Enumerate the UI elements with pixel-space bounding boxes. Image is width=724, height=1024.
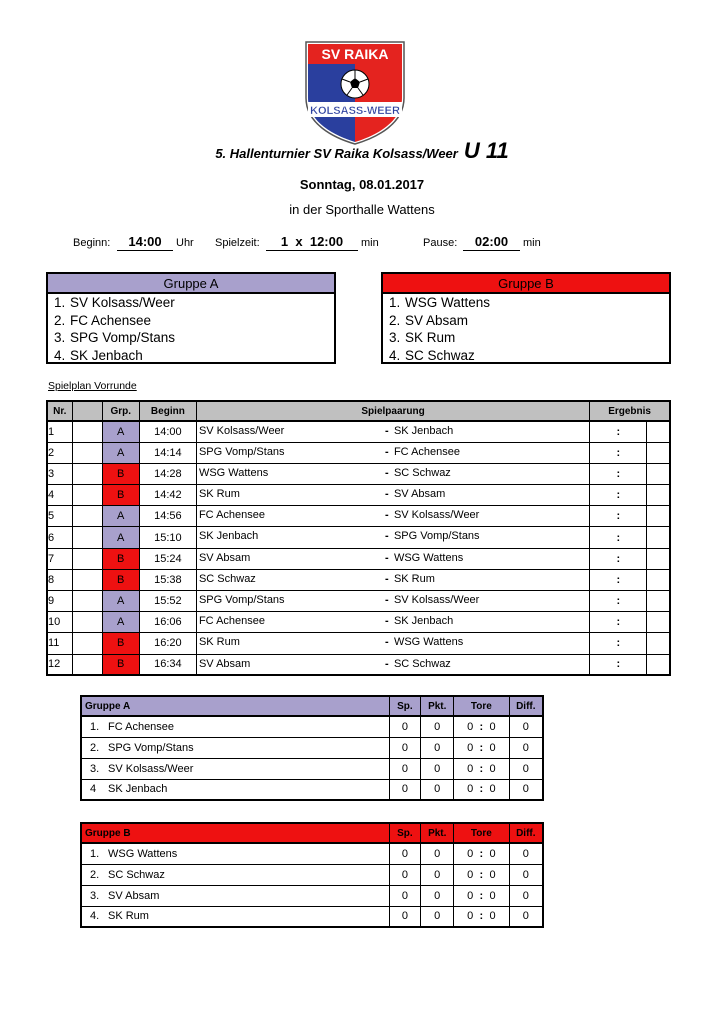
home-team: SPG Vomp/Stans <box>198 594 285 606</box>
standing-diff: 0 <box>509 906 543 927</box>
pause-label: Pause: <box>423 237 458 249</box>
result-extra <box>647 633 670 654</box>
standing-goals-against: 0 <box>489 716 510 737</box>
home-team: FC Achensee <box>198 615 265 628</box>
standing-goals-against: 0 <box>489 906 510 927</box>
blank-cell <box>72 591 102 612</box>
age-category: U 11 <box>463 138 509 163</box>
standing-goals-for: 0 <box>454 843 475 864</box>
game-nr: 10 <box>47 612 72 633</box>
standing-goals-sep: : <box>474 758 488 779</box>
playtime-value-field <box>266 234 358 251</box>
pairing-dash: - <box>384 572 389 585</box>
result-field[interactable]: : <box>590 421 647 442</box>
game-group: A <box>102 506 139 527</box>
schedule-label: Spielplan Vorrunde <box>48 380 137 392</box>
result-field[interactable]: : <box>590 633 647 654</box>
table-row <box>47 612 670 633</box>
home-team: SV Kolsass/Weer <box>198 425 285 437</box>
game-group: A <box>102 591 139 612</box>
game-pairing <box>196 442 589 463</box>
home-team: FC Achensee <box>198 509 265 522</box>
result-extra <box>647 463 670 484</box>
standing-diff: 0 <box>509 779 543 800</box>
result-extra <box>647 485 670 506</box>
game-group: B <box>102 654 139 675</box>
start-unit: Uhr <box>176 237 194 249</box>
standing-diff: 0 <box>509 716 543 737</box>
title-text: 5. Hallenturnier SV Raika Kolsass/Weer <box>215 146 458 161</box>
standing-sp: 0 <box>389 779 421 800</box>
tournament-venue: in der Sporthalle Wattens <box>289 202 435 217</box>
game-pairing <box>196 569 589 590</box>
standing-sp: 0 <box>389 906 421 927</box>
table-row <box>81 843 543 864</box>
blank-cell <box>72 612 102 633</box>
standing-goals-against: 0 <box>489 779 510 800</box>
blank-cell <box>72 633 102 654</box>
game-time: 16:34 <box>139 654 196 675</box>
standing-pkt: 0 <box>421 885 454 906</box>
game-time: 14:28 <box>139 463 196 484</box>
game-group: B <box>102 463 139 484</box>
away-team: SC Schwaz <box>393 657 451 670</box>
game-nr: 9 <box>47 591 72 612</box>
result-extra <box>647 421 670 442</box>
game-nr: 2 <box>47 442 72 463</box>
header-pkt: Pkt. <box>421 823 454 843</box>
blank-cell <box>72 485 102 506</box>
standing-goals-for: 0 <box>454 906 475 927</box>
table-row <box>47 548 670 569</box>
table-row <box>47 463 670 484</box>
game-pairing <box>196 612 589 633</box>
pairing-dash: - <box>384 615 389 628</box>
standing-sp: 0 <box>389 758 421 779</box>
standing-goals-sep: : <box>474 737 488 758</box>
group-a-team: 3. SPG Vomp/Stans <box>54 330 176 345</box>
game-group: A <box>102 527 139 548</box>
standings-b-header <box>81 823 543 843</box>
standing-diff: 0 <box>509 864 543 885</box>
game-group: A <box>102 442 139 463</box>
playtime-value: 12:00 <box>309 234 344 249</box>
game-pairing <box>196 463 589 484</box>
group-b-team: 4. SC Schwaz <box>389 347 475 363</box>
result-extra <box>647 527 670 548</box>
standing-team <box>81 779 389 800</box>
standing-rank: 3. <box>90 889 100 902</box>
home-team: SV Absam <box>198 657 251 670</box>
game-time: 15:38 <box>139 569 196 590</box>
game-pairing <box>196 527 589 548</box>
playtime-count: 1 <box>280 234 289 249</box>
pause-value: 02:00 <box>463 234 520 251</box>
result-field[interactable]: : <box>590 485 647 506</box>
standing-goals-for: 0 <box>454 758 475 779</box>
standing-goals-sep: : <box>474 716 488 737</box>
result-field[interactable]: : <box>590 591 647 612</box>
table-row <box>81 906 543 927</box>
result-extra <box>647 612 670 633</box>
header-grp: Grp. <box>102 401 139 421</box>
logo-bottom-text: KOLSASS-WEER <box>310 105 400 117</box>
result-extra <box>647 569 670 590</box>
game-nr: 12 <box>47 654 72 675</box>
header-nr: Nr. <box>47 401 72 421</box>
standing-team-name: SC Schwaz <box>108 868 165 881</box>
standing-diff: 0 <box>509 758 543 779</box>
table-row <box>81 864 543 885</box>
header-sp: Sp. <box>389 823 421 843</box>
standing-team <box>81 906 389 927</box>
game-time: 16:20 <box>139 633 196 654</box>
pairing-dash: - <box>384 636 389 649</box>
standing-goals-for: 0 <box>454 716 475 737</box>
logo-top-text: SV RAIKA <box>321 46 389 62</box>
pairing-dash: - <box>384 509 389 522</box>
start-label: Beginn: <box>73 237 111 249</box>
game-group: A <box>102 421 139 442</box>
standing-pkt: 0 <box>421 716 454 737</box>
table-row <box>47 591 670 612</box>
result-extra <box>647 506 670 527</box>
pairing-dash: - <box>384 594 389 606</box>
game-pairing <box>196 633 589 654</box>
result-field[interactable]: : <box>590 612 647 633</box>
away-team: SV Kolsass/Weer <box>393 594 480 606</box>
header-diff: Diff. <box>509 696 543 716</box>
result-field[interactable]: : <box>590 442 647 463</box>
standing-sp: 0 <box>389 864 421 885</box>
table-row <box>47 633 670 654</box>
game-nr: 1 <box>47 421 72 442</box>
standing-team <box>81 843 389 864</box>
pairing-dash: - <box>384 466 389 479</box>
standing-team <box>81 737 389 758</box>
game-group: A <box>102 612 139 633</box>
game-time: 14:42 <box>139 485 196 506</box>
standing-goals-sep: : <box>474 885 488 906</box>
playtime-x: x <box>295 234 303 249</box>
result-field[interactable]: : <box>590 527 647 548</box>
standing-team-name: SK Jenbach <box>108 783 168 796</box>
game-pairing <box>196 654 589 675</box>
game-nr: 11 <box>47 633 72 654</box>
blank-cell <box>72 442 102 463</box>
standing-team-name: FC Achensee <box>108 720 175 733</box>
pairing-dash: - <box>384 425 389 437</box>
game-time: 16:06 <box>139 612 196 633</box>
blank-cell <box>72 463 102 484</box>
standing-pkt: 0 <box>421 758 454 779</box>
away-team: SC Schwaz <box>393 466 451 479</box>
game-group: B <box>102 633 139 654</box>
pairing-dash: - <box>384 657 389 670</box>
game-group: B <box>102 548 139 569</box>
schedule-header-row <box>47 401 670 421</box>
standing-sp: 0 <box>389 716 421 737</box>
header-pairing: Spielpaarung <box>196 401 589 421</box>
schedule-table <box>46 400 671 676</box>
game-pairing <box>196 506 589 527</box>
home-team: SV Absam <box>198 551 251 564</box>
standing-goals-against: 0 <box>489 737 510 758</box>
standing-team-name: SV Kolsass/Weer <box>108 762 194 775</box>
standings-group-a <box>80 695 544 801</box>
result-field[interactable]: : <box>590 548 647 569</box>
standings-group-b <box>80 822 544 928</box>
playtime-unit: min <box>361 237 379 249</box>
header-sp: Sp. <box>389 696 421 716</box>
home-team: SK Rum <box>198 636 240 649</box>
result-field[interactable]: : <box>590 569 647 590</box>
group-b-team: 3. SK Rum <box>389 330 456 345</box>
group-a-title: Gruppe A <box>48 274 334 294</box>
blank-cell <box>72 506 102 527</box>
standing-rank: 2. <box>90 868 100 881</box>
table-row <box>47 485 670 506</box>
standing-team-name: SPG Vomp/Stans <box>108 741 194 754</box>
group-a-box <box>46 272 336 364</box>
standing-diff: 0 <box>509 843 543 864</box>
standing-diff: 0 <box>509 737 543 758</box>
club-logo <box>304 40 406 146</box>
standing-team <box>81 885 389 906</box>
game-nr: 5 <box>47 506 72 527</box>
standing-rank: 1. <box>90 847 100 860</box>
start-value: 14:00 <box>117 234 173 251</box>
home-team: WSG Wattens <box>198 466 269 479</box>
standing-diff: 0 <box>509 885 543 906</box>
game-time: 15:10 <box>139 527 196 548</box>
pairing-dash: - <box>384 551 389 564</box>
group-b-team: 2. SV Absam <box>389 312 469 328</box>
standing-pkt: 0 <box>421 843 454 864</box>
standing-pkt: 0 <box>421 906 454 927</box>
result-field[interactable]: : <box>590 463 647 484</box>
standing-goals-for: 0 <box>454 885 475 906</box>
game-nr: 6 <box>47 527 72 548</box>
playtime-label: Spielzeit: <box>215 237 260 249</box>
away-team: SPG Vomp/Stans <box>393 530 480 543</box>
game-time: 15:52 <box>139 591 196 612</box>
standing-goals-for: 0 <box>454 737 475 758</box>
standing-goals-sep: : <box>474 779 488 800</box>
standing-sp: 0 <box>389 843 421 864</box>
result-extra <box>647 591 670 612</box>
game-time: 14:56 <box>139 506 196 527</box>
standing-goals-against: 0 <box>489 864 510 885</box>
game-pairing <box>196 548 589 569</box>
header-diff: Diff. <box>509 823 543 843</box>
blank-cell <box>72 654 102 675</box>
standing-team-name: WSG Wattens <box>108 847 178 860</box>
result-extra <box>647 442 670 463</box>
standing-team-name: SV Absam <box>108 889 160 902</box>
standing-goals-sep: : <box>474 843 488 864</box>
game-time: 15:24 <box>139 548 196 569</box>
group-b-team: 1. WSG Wattens <box>389 295 491 310</box>
home-team: SC Schwaz <box>198 572 256 585</box>
away-team: SV Absam <box>393 488 446 501</box>
home-team: SPG Vomp/Stans <box>198 445 285 458</box>
result-field[interactable]: : <box>590 506 647 527</box>
away-team: FC Achensee <box>393 445 460 458</box>
standing-team <box>81 864 389 885</box>
game-group: B <box>102 569 139 590</box>
table-row <box>47 527 670 548</box>
table-row <box>81 758 543 779</box>
standing-team <box>81 758 389 779</box>
table-row <box>47 569 670 590</box>
standings-a-header <box>81 696 543 716</box>
group-b-title: Gruppe B <box>383 274 669 294</box>
standing-goals-sep: : <box>474 864 488 885</box>
blank-cell <box>72 527 102 548</box>
times-row <box>0 234 724 254</box>
away-team: SV Kolsass/Weer <box>393 509 480 522</box>
away-team: WSG Wattens <box>393 551 464 564</box>
game-time: 14:14 <box>139 442 196 463</box>
tournament-date: Sonntag, 08.01.2017 <box>299 177 425 192</box>
result-extra <box>647 654 670 675</box>
table-row <box>81 885 543 906</box>
pause-unit: min <box>523 237 541 249</box>
table-row <box>47 506 670 527</box>
table-row <box>81 779 543 800</box>
game-pairing <box>196 421 589 442</box>
table-row <box>47 421 670 442</box>
group-a-team: 2. FC Achensee <box>54 312 152 328</box>
group-b-box <box>381 272 671 364</box>
header-pkt: Pkt. <box>421 696 454 716</box>
table-row <box>81 716 543 737</box>
pairing-dash: - <box>384 445 389 458</box>
pairing-dash: - <box>384 530 389 543</box>
blank-cell <box>72 569 102 590</box>
standing-team <box>81 716 389 737</box>
standing-pkt: 0 <box>421 864 454 885</box>
standing-rank: 2. <box>90 741 100 754</box>
standing-goals-for: 0 <box>454 779 475 800</box>
away-team: WSG Wattens <box>393 636 464 649</box>
group-a-team: 4. SK Jenbach <box>54 347 143 363</box>
home-team: SK Jenbach <box>198 530 259 543</box>
standing-pkt: 0 <box>421 737 454 758</box>
away-team: SK Rum <box>393 572 435 585</box>
header-tore: Tore <box>454 696 509 716</box>
table-row <box>47 654 670 675</box>
home-team: SK Rum <box>198 488 240 501</box>
game-pairing <box>196 591 589 612</box>
result-field[interactable]: : <box>590 654 647 675</box>
standing-goals-sep: : <box>474 906 488 927</box>
away-team: SK Jenbach <box>393 615 454 628</box>
game-time: 14:00 <box>139 421 196 442</box>
table-row <box>47 442 670 463</box>
header-result: Ergebnis <box>590 401 670 421</box>
header-blank <box>72 401 102 421</box>
standing-rank: 1. <box>90 720 100 733</box>
standings-a-title: Gruppe A <box>81 696 389 716</box>
header-begin: Beginn <box>139 401 196 421</box>
game-nr: 8 <box>47 569 72 590</box>
standings-b-title: Gruppe B <box>81 823 389 843</box>
game-nr: 4 <box>47 485 72 506</box>
standing-pkt: 0 <box>421 779 454 800</box>
game-pairing <box>196 485 589 506</box>
tournament-title <box>0 138 724 164</box>
standing-goals-for: 0 <box>454 864 475 885</box>
standing-goals-against: 0 <box>489 885 510 906</box>
pairing-dash: - <box>384 488 389 501</box>
standing-rank: 4 <box>90 783 97 796</box>
game-group: B <box>102 485 139 506</box>
standing-goals-against: 0 <box>489 843 510 864</box>
blank-cell <box>72 548 102 569</box>
game-nr: 7 <box>47 548 72 569</box>
standing-goals-against: 0 <box>489 758 510 779</box>
result-extra <box>647 548 670 569</box>
blank-cell <box>72 421 102 442</box>
standing-rank: 3. <box>90 762 100 775</box>
standing-sp: 0 <box>389 737 421 758</box>
standing-team-name: SK Rum <box>108 910 149 923</box>
header-tore: Tore <box>454 823 509 843</box>
table-row <box>81 737 543 758</box>
game-nr: 3 <box>47 463 72 484</box>
away-team: SK Jenbach <box>393 425 454 437</box>
standing-rank: 4. <box>90 910 100 923</box>
standing-sp: 0 <box>389 885 421 906</box>
group-a-team: 1. SV Kolsass/Weer <box>54 295 175 310</box>
